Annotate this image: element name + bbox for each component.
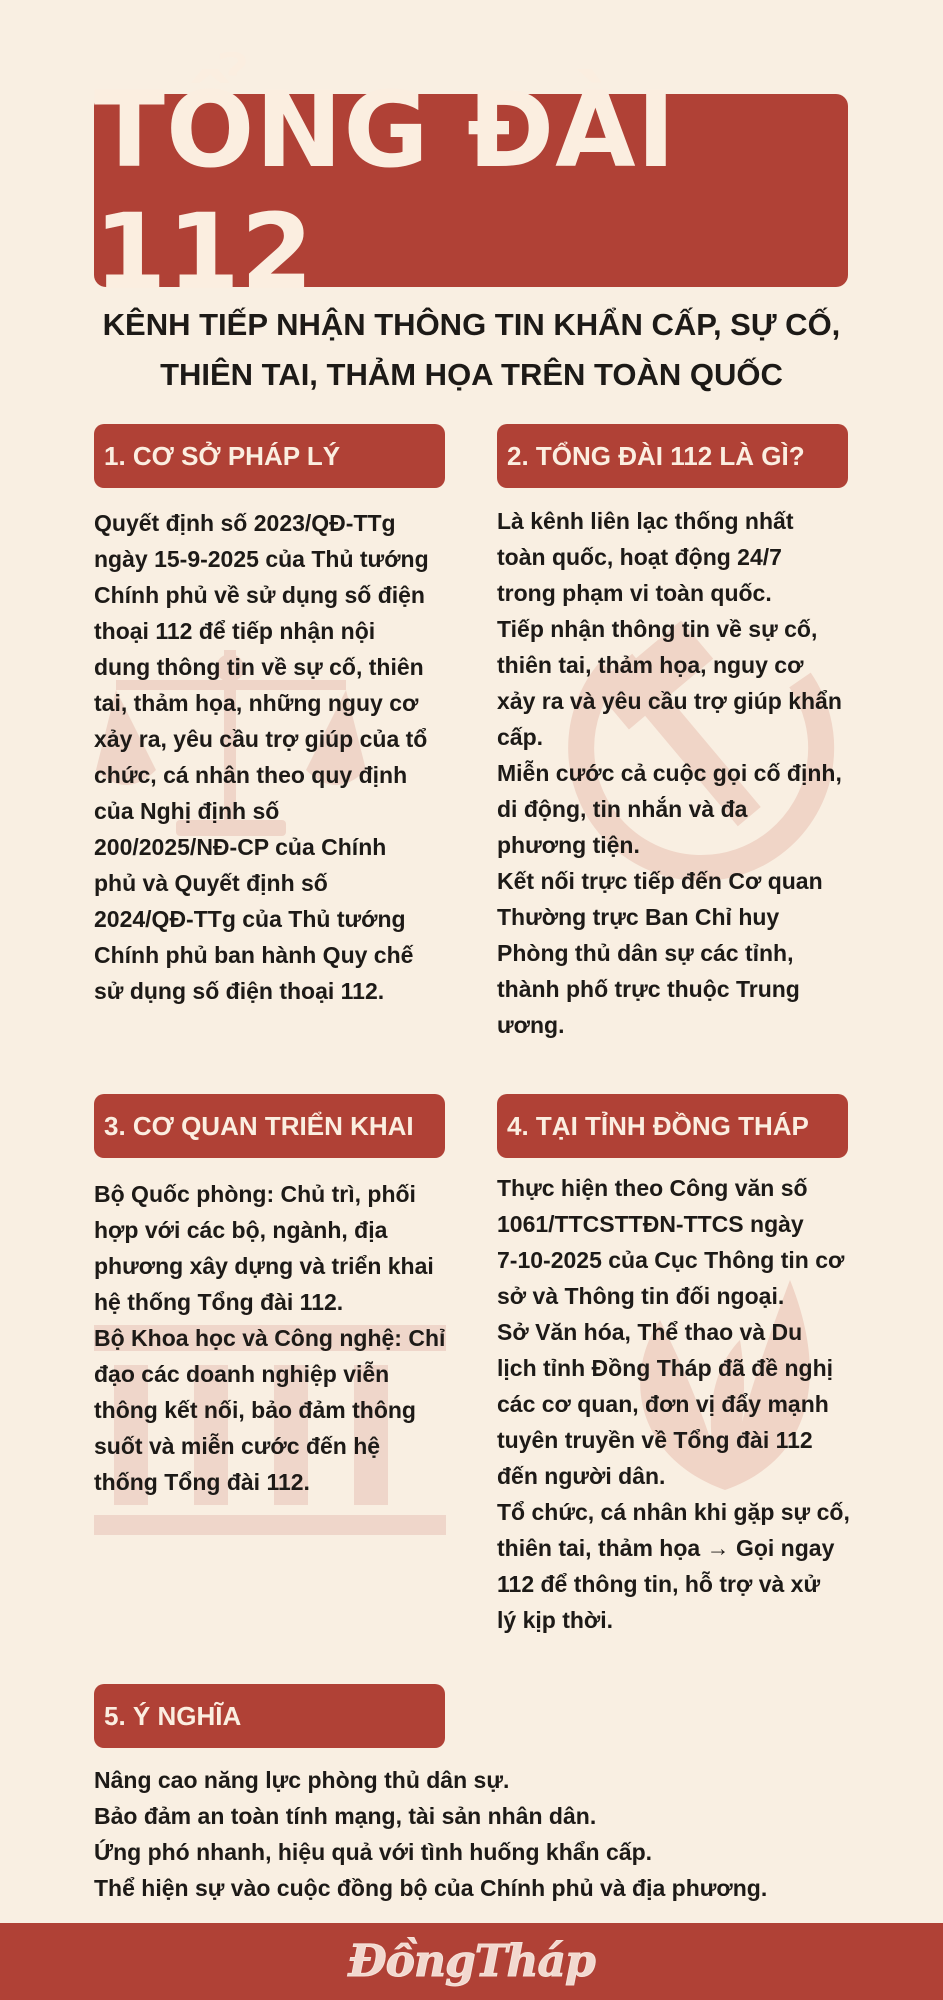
body-line: 2024/QĐ-TTg của Thủ tướng: [94, 906, 406, 932]
section-heading-text: 2. TỔNG ĐÀI 112 LÀ GÌ?: [507, 440, 805, 471]
section-5-body: [94, 1762, 914, 1906]
body-line: Bảo đảm an toàn tính mạng, tài sản nhân dân.: [94, 1803, 597, 1829]
body-line: Chính phủ ban hành Quy chế: [94, 942, 414, 968]
body-line: Thể hiện sự vào cuộc đồng bộ của Chính phủ và địa phương.: [94, 1875, 768, 1901]
section-5-heading: [94, 1684, 445, 1748]
body-line: cấp.: [497, 724, 544, 750]
body-line: hợp với các bộ, ngành, địa: [94, 1217, 388, 1243]
body-line: thoại 112 để tiếp nhận nội: [94, 618, 376, 644]
section-3-body: [94, 1176, 474, 1500]
subtitle-line: THIÊN TAI, THẢM HỌA TRÊN TOÀN QUỐC: [160, 357, 783, 392]
body-line: thông kết nối, bảo đảm thông: [94, 1397, 416, 1423]
body-line: xảy ra và yêu cầu trợ giúp khẩn: [497, 688, 842, 714]
body-line: Tổ chức, cá nhân khi gặp sự cố,: [497, 1499, 850, 1525]
body-line: Sở Văn hóa, Thể thao và Du: [497, 1319, 803, 1345]
body-line: đạo các doanh nghiệp viễn: [94, 1361, 390, 1387]
footer-logo: ĐồngTháp: [348, 1936, 595, 1987]
body-line: 7-10-2025 của Cục Thông tin cơ: [497, 1247, 845, 1273]
body-line: toàn quốc, hoạt động 24/7: [497, 544, 782, 570]
body-line: phương xây dựng và triển khai: [94, 1253, 434, 1279]
body-line: Miễn cước cả cuộc gọi cố định,: [497, 760, 842, 786]
body-line: phủ và Quyết định số: [94, 870, 328, 896]
body-line: trong phạm vi toàn quốc.: [497, 580, 772, 606]
subtitle-line: KÊNH TIẾP NHẬN THÔNG TIN KHẨN CẤP, SỰ CỐ,: [102, 307, 841, 342]
body-line: thống Tổng đài 112.: [94, 1469, 310, 1495]
body-line: suốt và miễn cước đến hệ: [94, 1433, 381, 1459]
body-line: của Nghị định số: [94, 798, 280, 824]
body-line: Quyết định số 2023/QĐ-TTg: [94, 510, 396, 536]
section-heading-text: 3. CƠ QUAN TRIỂN KHAI: [104, 1110, 414, 1141]
body-line: hệ thống Tổng đài 112.: [94, 1289, 344, 1315]
section-1-heading: [94, 424, 445, 488]
body-line: tai, thảm họa, những nguy cơ: [94, 690, 419, 716]
body-line: lịch tỉnh Đồng Tháp đã đề nghị: [497, 1355, 834, 1381]
body-line: thiên tai, thảm họa, nguy cơ: [497, 652, 804, 678]
body-line: 1061/TTCSTTĐN-TTCS ngày: [497, 1211, 804, 1237]
body-line: Là kênh liên lạc thống nhất: [497, 508, 794, 534]
section-heading-text: 4. TẠI TỈNH ĐỒNG THÁP: [507, 1110, 809, 1141]
body-line: Phòng thủ dân sự các tỉnh,: [497, 940, 794, 966]
body-line: sử dụng số điện thoại 112.: [94, 978, 385, 1004]
section-heading-text: 5. Ý NGHĨA: [104, 1700, 242, 1731]
section-4-heading: [497, 1094, 848, 1158]
section-4-body: [497, 1170, 877, 1638]
body-line: xảy ra, yêu cầu trợ giúp của tổ: [94, 726, 428, 752]
body-line: Tiếp nhận thông tin về sự cố,: [497, 616, 818, 642]
body-line: ngày 15-9-2025 của Thủ tướng: [94, 546, 429, 572]
section-1-body: [94, 505, 454, 1009]
body-line: Kết nối trực tiếp đến Cơ quan: [497, 868, 823, 894]
body-line: tuyên truyền về Tổng đài 112: [497, 1427, 813, 1453]
page-title: TỔNG ĐÀI 112: [94, 68, 677, 313]
body-line: Bộ Quốc phòng: Chủ trì, phối: [94, 1181, 416, 1207]
section-heading-text: 1. CƠ SỞ PHÁP LÝ: [104, 440, 341, 471]
body-line: Chính phủ về sử dụng số điện: [94, 582, 425, 608]
body-line: di động, tin nhắn và đa: [497, 796, 748, 822]
body-line: đến người dân.: [497, 1463, 666, 1489]
body-line: chức, cá nhân theo quy định: [94, 762, 408, 788]
body-line: Bộ Khoa học và Công nghệ: Chỉ: [94, 1325, 446, 1351]
section-2-heading: [497, 424, 848, 488]
body-line: Thực hiện theo Công văn số: [497, 1175, 808, 1201]
body-line: phương tiện.: [497, 832, 640, 858]
subtitle: [60, 300, 883, 400]
body-line: các cơ quan, đơn vị đẩy mạnh: [497, 1391, 829, 1417]
body-line: Thường trực Ban Chỉ huy: [497, 904, 780, 930]
body-line: thiên tai, thảm họa → Gọi ngay: [497, 1535, 835, 1561]
body-line: ương.: [497, 1012, 565, 1038]
body-line: thành phố trực thuộc Trung: [497, 976, 800, 1002]
body-line: dung thông tin về sự cố, thiên: [94, 654, 424, 680]
body-line: lý kịp thời.: [497, 1607, 614, 1633]
body-line: Ứng phó nhanh, hiệu quả với tình huống khẩn cấp.: [94, 1839, 653, 1865]
title-banner: [94, 68, 848, 313]
footer-bar: [0, 1923, 943, 2000]
body-line: sở và Thông tin đối ngoại.: [497, 1283, 785, 1309]
section-3-heading: [94, 1094, 445, 1158]
section-2-body: [497, 503, 877, 1043]
body-line: Nâng cao năng lực phòng thủ dân sự.: [94, 1767, 510, 1793]
body-line: 200/2025/NĐ-CP của Chính: [94, 834, 387, 860]
body-line: 112 để thông tin, hỗ trợ và xử: [497, 1571, 821, 1597]
